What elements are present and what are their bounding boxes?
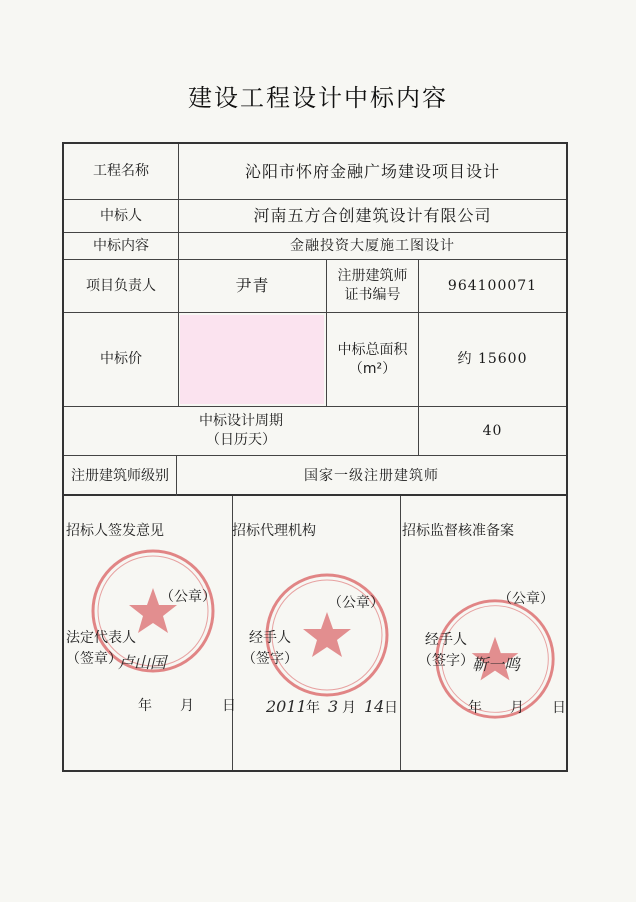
winner-label: 中标人 <box>100 207 142 224</box>
area-label: 中标总面积 （m²） <box>337 341 408 377</box>
winner-value: 河南五方合创建筑设计有限公司 <box>253 206 492 226</box>
leader-label: 项目负责人 <box>86 277 156 294</box>
agency-handler-label: 经手人 （签字） <box>242 630 298 667</box>
area-value: 约 15600 <box>457 351 528 368</box>
supervision-heading: 招标监督核准备案 <box>402 523 514 539</box>
tenderer-seal-note: （公章） <box>160 589 216 605</box>
info-table <box>62 142 568 496</box>
cert-label: 注册建筑师 证书编号 <box>337 268 408 303</box>
tenderer-date: 年 月 日 <box>138 698 236 714</box>
supervision-signature: 靳一鸣 <box>472 655 521 674</box>
document-title: 建设工程设计中标内容 <box>188 84 448 112</box>
agency-date-day-suffix: 日 <box>384 700 398 716</box>
cert-value: 964100071 <box>447 277 538 294</box>
tenderer-signature: 卢山国 <box>118 653 167 672</box>
price-value <box>179 313 326 406</box>
leader-value: 尹青 <box>235 276 270 296</box>
project-name-value: 沁阳市怀府金融广场建设项目设计 <box>244 161 500 181</box>
period-label: 中标设计周期 （日历天） <box>199 413 283 448</box>
tenderer-rep-label: 法定代表人 （签章） <box>66 630 136 667</box>
agency-date-month: 3 <box>328 697 339 716</box>
agency-date-year: 2011 <box>266 697 307 716</box>
price-label: 中标价 <box>100 351 142 368</box>
content-value: 金融投资大厦施工图设计 <box>290 237 455 254</box>
agency-heading: 招标代理机构 <box>232 523 316 539</box>
tenderer-heading: 招标人签发意见 <box>66 523 164 539</box>
supervision-date: 年 月 日 <box>468 700 566 716</box>
agency-date-day: 14 <box>364 697 385 716</box>
agency-date-month-suffix: 月 <box>342 700 356 716</box>
level-value: 国家一级注册建筑师 <box>304 467 439 484</box>
content-label: 中标内容 <box>93 237 149 254</box>
project-name-label: 工程名称 <box>93 163 149 180</box>
agency-date-year-suffix: 年 <box>306 700 320 716</box>
agency-seal-note: （公章） <box>328 595 384 611</box>
period-value: 40 <box>482 422 503 439</box>
supervision-seal-note: （公章） <box>498 591 554 607</box>
supervision-handler-label: 经手人 （签字） <box>418 632 474 669</box>
level-label: 注册建筑师级别 <box>71 467 169 484</box>
